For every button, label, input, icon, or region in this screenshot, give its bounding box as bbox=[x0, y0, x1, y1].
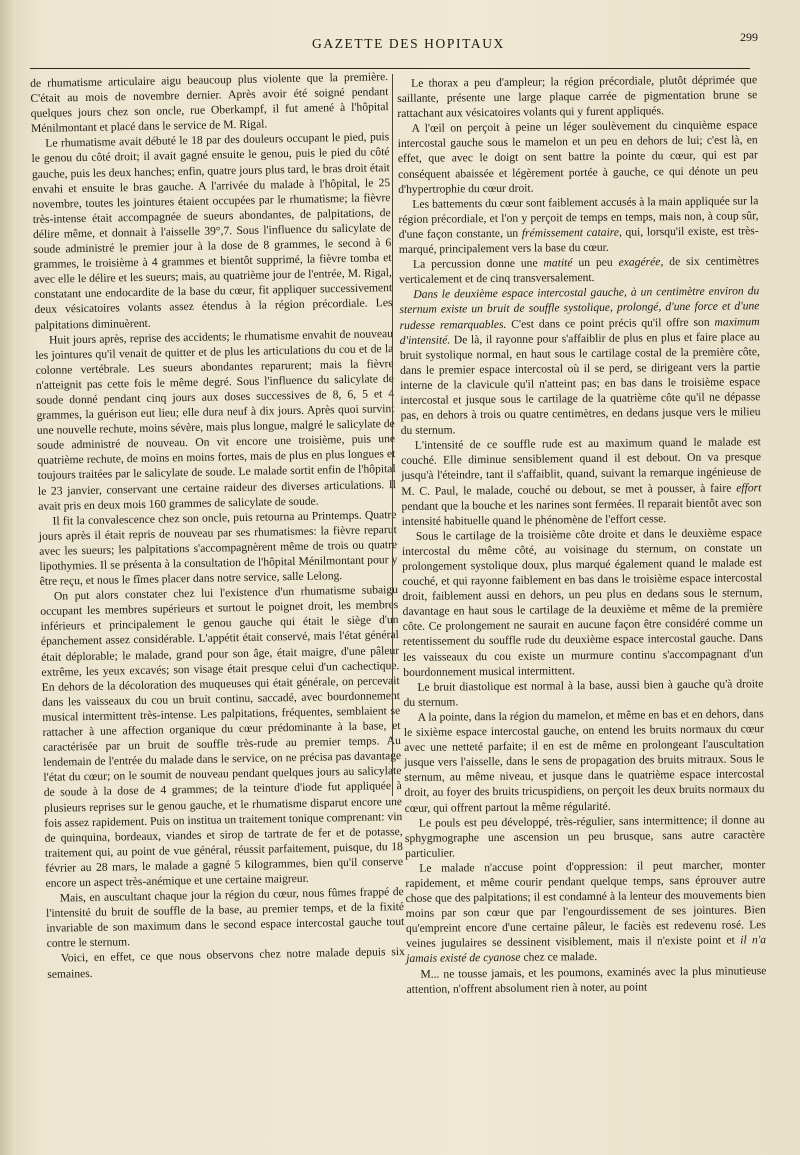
paragraph bbox=[398, 193, 759, 257]
column-divider bbox=[392, 74, 393, 796]
text-run: Les battements du cœur sont faiblement accusés à la main appliquée sur la région précordiale, et l'on y perçoit de temps en temps, mais non, à coup sûr, d'une façon constante, un bbox=[398, 193, 759, 241]
header-rule bbox=[30, 68, 750, 69]
paragraph bbox=[399, 253, 759, 287]
paragraph: M... ne tousse jamais, et les poumons, examinés avec la plus minutieuse attention, n'offrent absolument rien à noter, au point bbox=[406, 963, 767, 996]
paragraph: Le bruit diastolique est normal à la base, aussi bien à gauche qu'à droite du sternum. bbox=[403, 676, 764, 709]
paragraph bbox=[399, 284, 761, 439]
paragraph: A l'œil on perçoit à peine un léger soulèvement du cinquième espace intercostal gauche sous le mamelon et un peu en dehors de lui; c'est là, en effet, que avec le doigt on sent battre la pointe du cœur, qui est par conséquent abaissée et légèrement portée à gauche, ce qui dénote un peu d'hypertrophie du cœur droit. bbox=[397, 118, 759, 196]
text-run: un peu bbox=[578, 255, 613, 270]
paragraph bbox=[401, 434, 762, 528]
italic-term: matité bbox=[543, 256, 573, 270]
italic-term: Dans le deuxième espace intercostal gauche, à un centimètre environ du sternum existe un bruit de souffle systolique, prolongé, d'une force et d'une rudesse remarquables. bbox=[399, 284, 760, 332]
left-column bbox=[30, 69, 405, 981]
text-run: qui, lorsqu'il existe, est très-marqué, principalement vers la base du cœur. bbox=[398, 224, 759, 257]
page-number: 299 bbox=[740, 30, 758, 44]
italic-term: maximum d'intensité. bbox=[399, 314, 760, 347]
text-run: La percussion donne une bbox=[412, 256, 538, 271]
text-run: De là, il rayonne pour s'affaiblir de plus en plus et faire place au bruit systolique normal, en haut sous le cartilage costal de la première côte, dans le premier espace intercostal où il se perd, se dirigeant vers la partie interne de la clavicule qu'il n'atteint pas; en bas dans le troisième espace intercostal et jusque sous le cartilage de la quatrième côte qu'il ne dépasse pas, en dehors à trois ou quatre centimètres, en dedans jusque vers le milieu du sternum. bbox=[399, 329, 761, 438]
italic-term: effort bbox=[736, 480, 762, 495]
text-run: Le malade n'accuse point d'oppression: il peut marcher, monter rapidement, et même courir pendant quelque temps, sans éprouver autre chose que des palpitations; il est condamné à la lenteur des mouvements bien moins par son cœur que par l'engourdissement de ses jointures. Bien qu'empreint encore d'une certaine pâleur, le faciès est redevenu rosé. Les veines jugulaires se dessinent visiblement, mais il n'existe point et bbox=[405, 858, 766, 951]
paragraph: Le rhumatisme avait débuté le 18 par des douleurs occupant le pied, puis le genou du côté droit; il avait gagné ensuite le genou, puis le pied du côté gauche, puis les deux hanches; enfin, quatre jours plus tard, le bras droit était envahi et ensuite le bras gauche. A l'arrivée du malade à l'hôpital, le 25 novembre, toutes les jointures étaient occupées par le rhumatisme; la fièvre très-intense était accompagnée de sueurs abondantes, de palpitations, de délire même, et donnait à l'aisselle 39°,7. Sous l'influence du salicylate de soude administré le premier jour à la dose de 8 grammes, le second à 6 grammes, le troisième à 4 grammes et bientôt supprimé, la fièvre tomba et avec elle le délire et les sueurs; mais, au quatrième jour de l'entrée, M. Rigal, constatant une endocardite de la base du cœur, fit appliquer successivement deux vésicatoires volants assez étendus à la région précordiale. Les palpitations diminuèrent. bbox=[31, 130, 393, 332]
paragraph: On put alors constater chez lui l'existence d'un rhumatisme subaigu occupant les membres supérieurs et surtout le poignet droit, les membres inférieurs et principalement le genou gauche qui était le siège d'un épanchement assez considérable. L'appétit était conservé, mais l'état général était déplorable; le malade, grand pour son âge, était maigre, d'une pâleur extrême, les yeux excavés; son visage était presque celui d'un cachectique. En dehors de la décoloration des muqueuses qui était générale, on percevait dans les vaisseaux du cou un bruit continu, saccadé, avec bourdonnement musical intermittent très-intense. Les palpitations, fréquentes, semblaient se rattacher à une affection organique du cœur prédominante à la base, et caractérisée par un bruit de souffle très-rude au premier temps. Au lendemain de l'entrée du malade dans le service, on ne précisa pas davantage l'état du cœur; on le soumit de nouveau pendant quelques jours au salicylate de soude à la dose de 4 grammes; de la teinture d'iode fut appliquée à plusieurs reprises sur le genou gauche, et le rhumatisme disparut encore une fois assez rapidement. Puis on institua un traitement tonique comprenant: vin de quinquina, bordeaux, viandes et sirop de tartrate de fer et de potasse, traitement qui, au point de vue général, réussit parfaitement, puisque, du 18 février au 28 mars, le malade a gagné 5 kilogrammes, bien qu'il conserve encore un aspect très-anémique et une certaine maigreur. bbox=[40, 583, 404, 890]
text-run: pendant que la bouche et les narines sont fermées. Il reparait bientôt avec son intensité habituelle quand le phénomène de l'effort cesse. bbox=[401, 495, 762, 528]
page-header bbox=[28, 30, 758, 60]
paragraph: Le thorax a peu d'ampleur; la région précordiale, plutôt déprimée que saillante, présente une large plaque carrée de pigmentation brune se rattachant aux vésicatoires volants qui y furent appliqués. bbox=[397, 73, 758, 121]
text-run: L'intensité de ce souffle rude est au maximum quand le malade est couché. Elle diminue sensiblement quand il est debout. On va presque jusqu'à l'éteindre, tant il s'affaiblit, quand, suivant la remarque ingénieuse de M. C. Paul, le malade, couché ou debout, se met à pousser, à faire bbox=[400, 435, 762, 498]
italic-term: frémissement cataire, bbox=[521, 225, 622, 240]
paragraph: A la pointe, dans la région du mamelon, et même en bas et en dehors, dans le sixième espace intercostal gauche, on entend les bruits normaux du cœur avec une netteté parfaite; il en est de même en prolongeant l'auscultation jusque vers l'aisselle, dans le sens de propagation des bruits mitraux. Sous le sternum, au même niveau, et jusque dans le quatrième espace intercostal droit, au foyer des bruits tricuspidiens, on perçoit les deux bruits normaux du cœur, qui offrent partout la même régularité. bbox=[403, 707, 765, 815]
paragraph bbox=[405, 857, 766, 966]
paragraph: de rhumatisme articulaire aigu beaucoup plus violente que la première. C'était au mois de novembre dernier. Après avoir été soigné pendant quelques jours chez son oncle, rue Oberkampf, il fut amené à l'hôpital Ménilmontant et placé dans le service de M. Rigal. bbox=[30, 70, 389, 136]
text-run: de six centimètres verticalement et de cinq transversalement. bbox=[399, 254, 760, 287]
paragraph: Il fit la convalescence chez son oncle, puis retourna au Printemps. Quatre jours après il était repris de nouveau par ses rhumatismes: la fièvre reparut avec les sueurs; les palpitations s'accompagnèrent même de trois ou quatre lipothymies. Il se présenta à la consultation de l'hôpital Ménilmontant pour y être reçu, et nous le fîmes placer dans notre service, salle Lelong. bbox=[38, 507, 398, 588]
text-run: C'est dans ce point précis qu'il offre son bbox=[511, 315, 710, 331]
paragraph: Mais, en auscultant chaque jour la région du cœur, nous fûmes frappé de l'intensité du bruit de souffle de la base, au premier temps, et de la fixité invariable de son maximum dans le second espace intercostal gauche tout contre le sternum. bbox=[45, 885, 405, 951]
italic-term: il n'a jamais existé de cyanose bbox=[406, 933, 767, 966]
paragraph: Huit jours après, reprise des accidents; le rhumatisme envahit de nouveau les jointures qu'il venait de quitter et de plus les articulations du cou et de la colonne vertébrale. Les sueurs abondantes reparurent; mais la fièvre n'atteignit pas cette fois le même degré. Sous l'influence du salicylate de soude donné pendant cinq jours aux doses successives de 8, 6, 5 et 4 grammes, la guérison eut lieu; elle dura neuf à dix jours. Après quoi survint une nouvelle rechute, moins sévère, mais plus longue, malgré le salicylate de soude administré de nouveau. On vit encore une troisième, puis une quatrième rechute, de moins en moins fortes, mais de plus en plus longues et toujours traitées par le salicylate de soude. Le malade sortit enfin de l'hôpital le 23 janvier, conservant une certaine raideur des diverses articulations. Il avait pris en deux mois 160 grammes de salicylate de soude. bbox=[35, 326, 397, 513]
paragraph: Sous le cartilage de la troisième côte droite et dans le deuxième espace intercostal du même côté, au voisinage du sternum, on constate un prolongement systolique doux, plus marqué également quand le malade est couché, et qui rayonne faiblement en bas dans le troisième espace intercostal droit, faiblement aussi en dehors, un peu plus en dedans sous le sternum, davantage en haut sous le cartilage de la deuxième et même de la première côte. Ce prolongement ne saurait en aucune façon être considéré comme un retentissement du souffle rude du deuxième espace intercostal gauche. Dans les vaisseaux du cou existe un murmure continu s'accompagnant d'un bourdonnement musical intermittent. bbox=[401, 526, 764, 679]
running-title: GAZETTE DES HOPITAUX bbox=[312, 36, 505, 51]
right-column bbox=[397, 72, 767, 996]
paragraph: Voici, en effet, ce que nous observons chez notre malade depuis six semaines. bbox=[47, 945, 406, 981]
paragraph: Le pouls est peu développé, très-régulier, sans intermittence; il donne au sphygmographe une ascension un peu brusque, sans autre caractère particulier. bbox=[404, 812, 766, 860]
text-run: chez ce malade. bbox=[523, 950, 598, 965]
italic-term: exagérée, bbox=[618, 255, 664, 269]
